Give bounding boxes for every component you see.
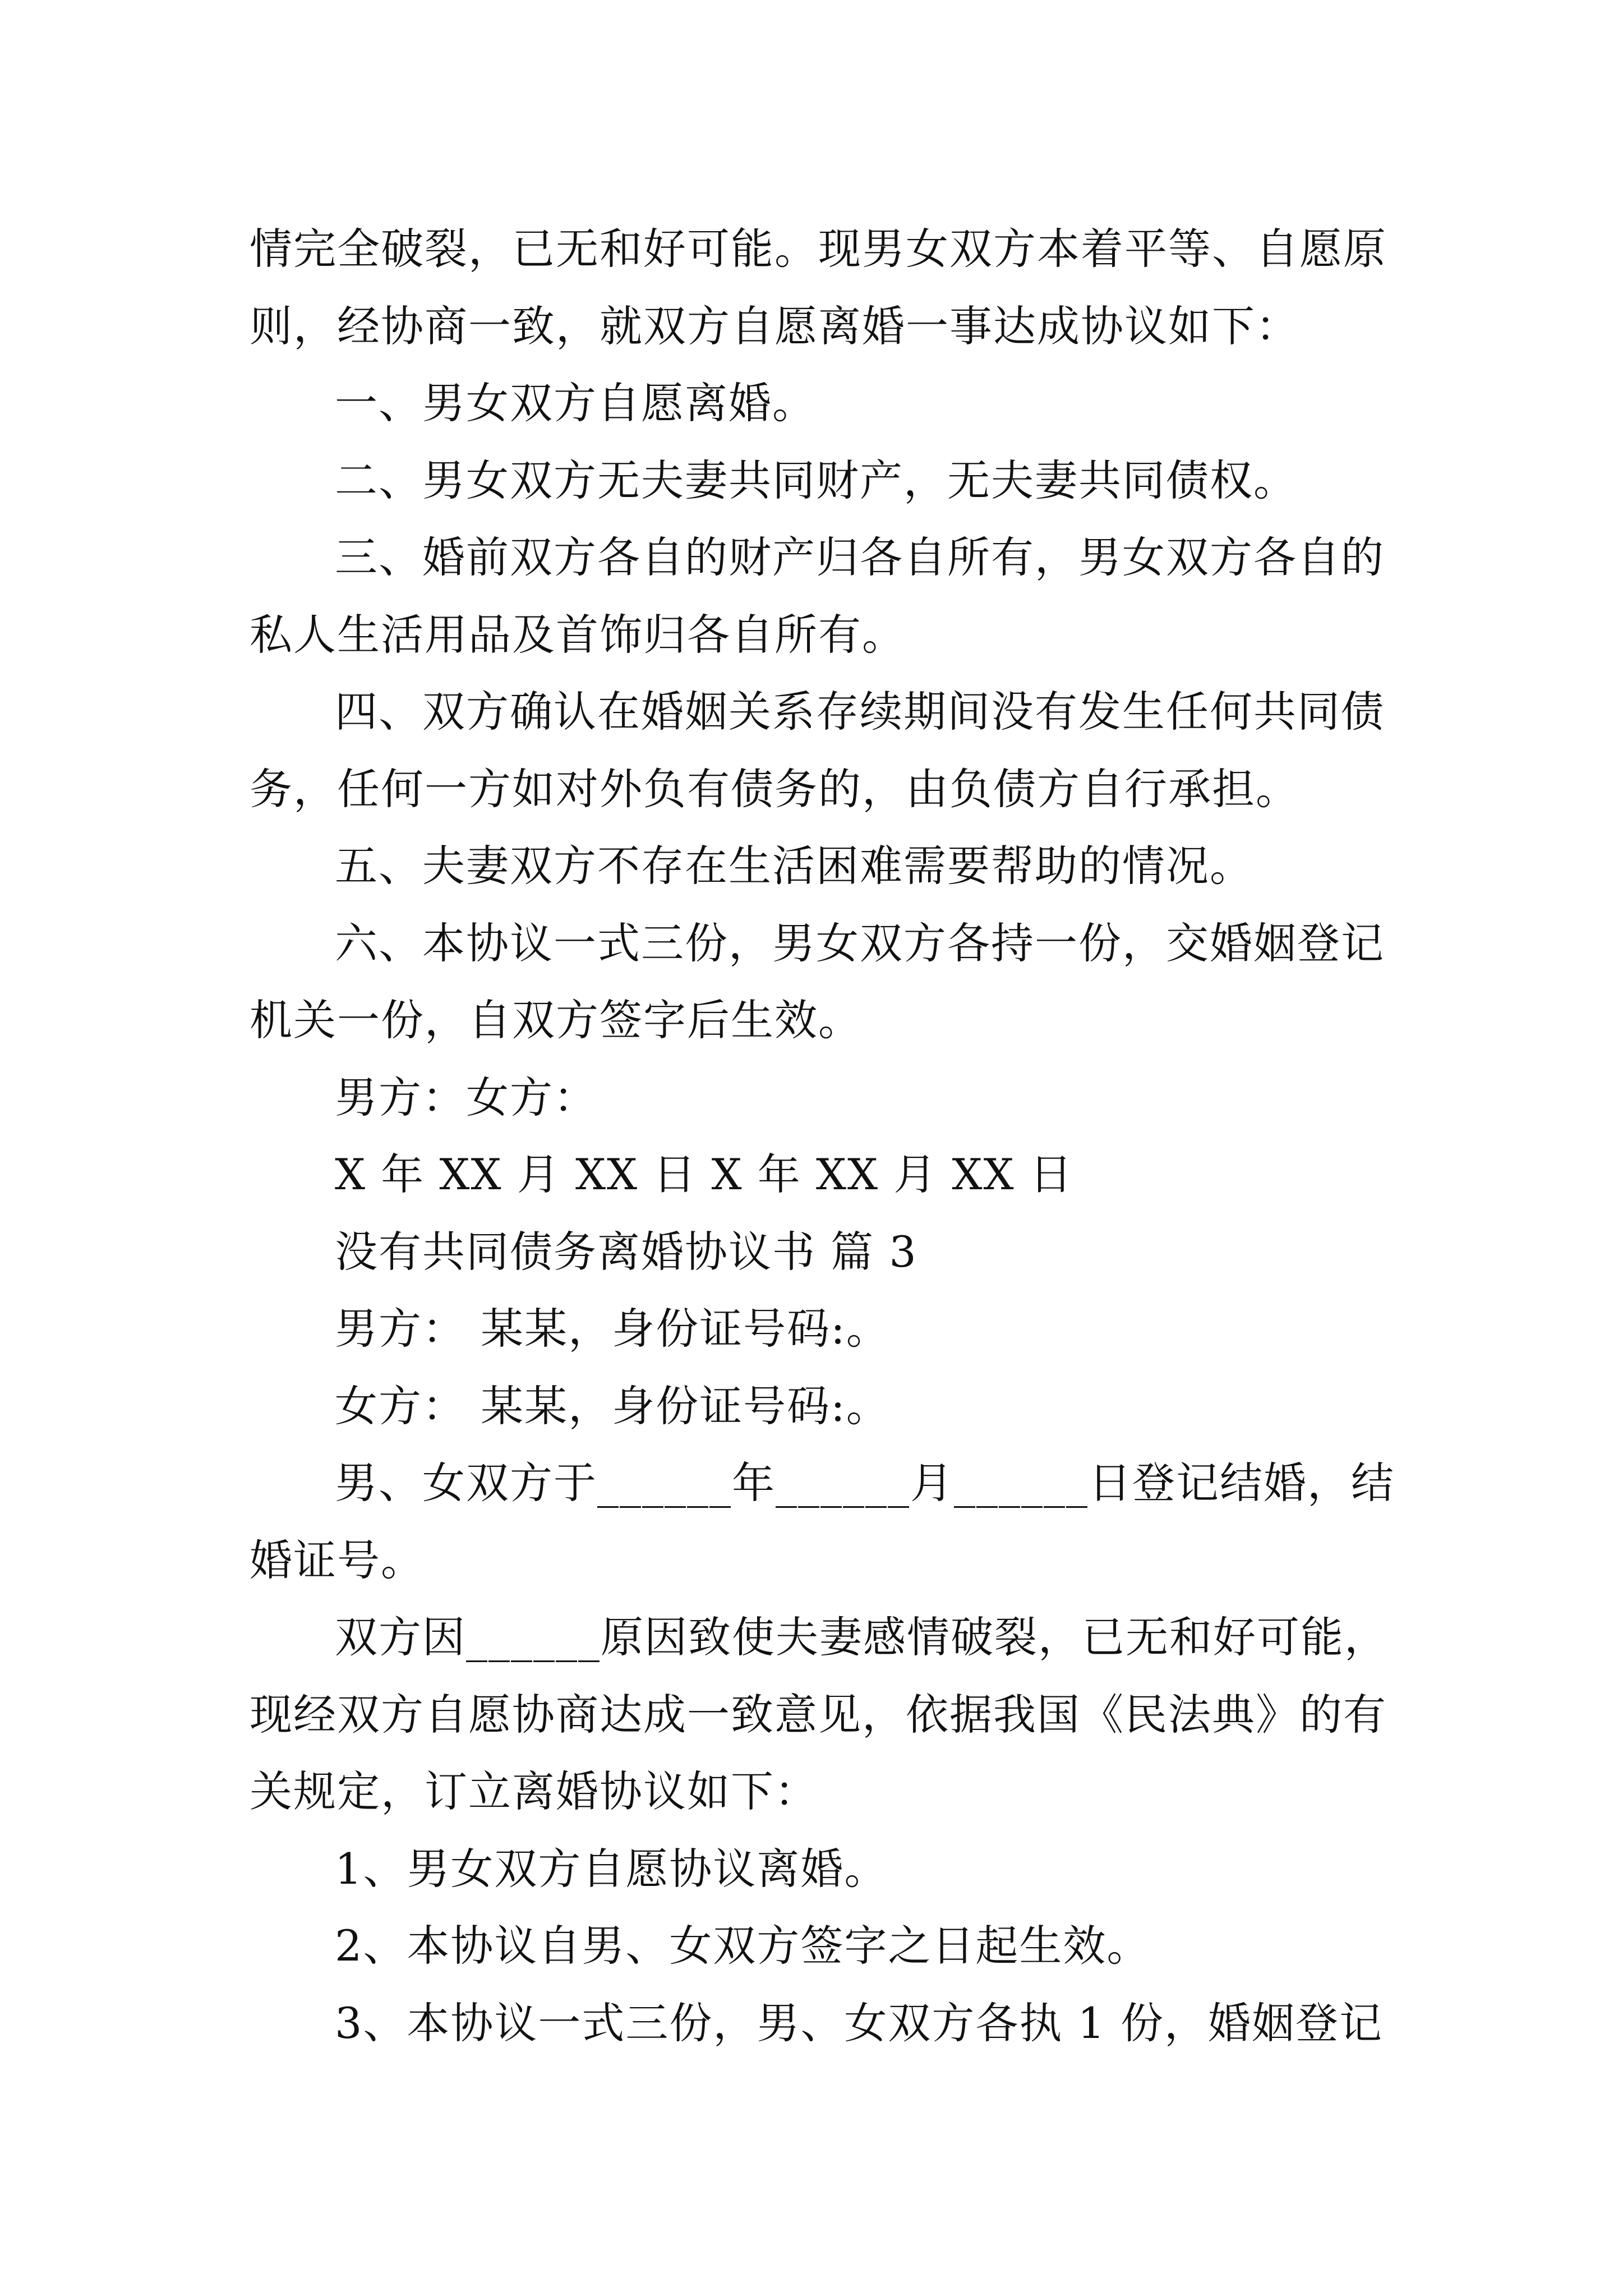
text-line: 二、男女双方无夫妻共同财产，无夫妻共同债权。 <box>335 455 1297 505</box>
text-line: 一、男女双方自愿离婚。 <box>335 378 816 428</box>
document-body <box>250 210 1395 2062</box>
text-line: 女方： 某某，身份证号码:。 <box>335 1381 890 1431</box>
text-line: 男方： 某某，身份证号码:。 <box>335 1304 890 1354</box>
text-line: 四、双方确认在婚姻关系存续期间没有发生任何共同债 <box>335 687 1385 737</box>
text-line: 则，经协商一致，就双方自愿离婚一事达成协议如下： <box>250 301 1299 351</box>
text-line: 现经双方自愿协商达成一致意见，依据我国《民法典》的有 <box>250 1689 1387 1740</box>
section-title: 没有共同债务离婚协议书 篇 3 <box>335 1226 917 1277</box>
text-line: 私人生活用品及首饰归各自所有。 <box>250 609 906 660</box>
text-line: 婚证号。 <box>250 1535 425 1585</box>
text-line: 3、本协议一式三份，男、女双方各执 1 份，婚姻登记 <box>335 1998 1384 2048</box>
date-line: X 年 XX 月 XX 日 X 年 XX 月 XX 日 <box>335 1149 1073 1199</box>
text-line: 五、夫妻双方不存在生活困难需要帮助的情况。 <box>335 841 1253 891</box>
text-line: 三、婚前双方各自的财产归各自所有，男女双方各自的 <box>335 532 1385 582</box>
text-line: 机关一份，自双方签字后生效。 <box>250 995 862 1045</box>
text-line: 关规定，订立离婚协议如下： <box>250 1766 818 1816</box>
text-line: 情完全破裂，已无和好可能。现男女双方本着平等、自愿原 <box>250 224 1387 274</box>
text-line: 六、本协议一式三份，男女双方各持一份，交婚姻登记 <box>335 918 1385 968</box>
text-line: 务，任何一方如对外负有债务的，由负债方自行承担。 <box>250 763 1299 814</box>
signature-line: 男方：女方： <box>335 1072 597 1122</box>
text-line: 双方因______原因致使夫妻感情破裂，已无和好可能， <box>335 1612 1388 1662</box>
text-line: 1、男女双方自愿协议离婚。 <box>335 1843 888 1894</box>
text-line: 男、女双方于______年______月______日登记结婚，结 <box>335 1458 1395 1508</box>
text-line: 2、本协议自男、女双方签字之日起生效。 <box>335 1921 1151 1971</box>
